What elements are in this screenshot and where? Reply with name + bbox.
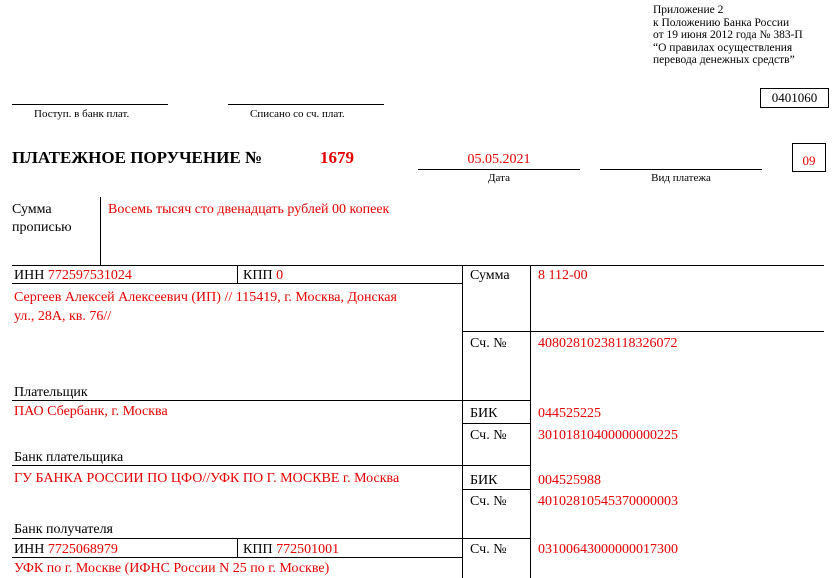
payer-amount: 8 112-00 bbox=[538, 268, 588, 283]
payer-kpp-field bbox=[243, 268, 283, 284]
date-label: Дата bbox=[488, 172, 510, 184]
debited-line bbox=[228, 104, 384, 105]
payer-kpp: 0 bbox=[276, 268, 284, 283]
appendix-line-4: “О правилах осуществления bbox=[653, 41, 793, 54]
payer-bank-bottom-line bbox=[12, 465, 530, 466]
recipient-bank-name: ГУ БАНКА РОССИИ ПО ЦФО//УФК ПО Г. МОСКВЕ г. Москва bbox=[14, 471, 400, 486]
payer-bank-account: 30101810400000000225 bbox=[538, 428, 678, 443]
appendix-line-2: к Положению Банка России bbox=[653, 16, 790, 29]
recipient-inn-field bbox=[14, 542, 118, 558]
recipient-kpp: 772501001 bbox=[276, 542, 340, 557]
payer-inn-kpp-divider bbox=[237, 265, 238, 283]
recipient-inn: 7725068979 bbox=[47, 542, 118, 557]
payment-type-line bbox=[600, 169, 762, 170]
document-title: ПЛАТЕЖНОЕ ПОРУЧЕНИЕ № bbox=[12, 148, 263, 167]
payment-type-label: Вид платежа bbox=[651, 172, 711, 184]
payer-inn: 772597531024 bbox=[47, 268, 132, 283]
recipient-bank-bik-label: БИК bbox=[470, 473, 498, 488]
payer-bank-name: ПАО Сбербанк, г. Москва bbox=[14, 404, 168, 419]
date-line bbox=[418, 169, 580, 170]
payer-inn-label: ИНН bbox=[14, 268, 45, 283]
appendix-line-1: Приложение 2 bbox=[653, 4, 724, 16]
recipient-bank-bik: 004525988 bbox=[538, 473, 601, 488]
payer-label: Плательщик bbox=[14, 385, 88, 400]
payer-bank-bik-line bbox=[462, 423, 530, 424]
status-code-box: 09 bbox=[792, 143, 826, 172]
recipient-account: 03100643000000017300 bbox=[538, 542, 678, 557]
document-number: 1679 bbox=[320, 148, 354, 167]
recipient-account-label: Сч. № bbox=[470, 542, 507, 557]
payer-account: 40802810238118326072 bbox=[538, 336, 678, 351]
recipient-inn-label: ИНН bbox=[14, 542, 45, 557]
recipient-name: УФК по г. Москве (ИФНС России N 25 по г. Москве) bbox=[14, 561, 330, 576]
debited-label: Списано со сч. плат. bbox=[250, 108, 345, 120]
payer-name-line-1: Сергеев Алексей Алексеевич (ИП) // 115419, г. Москва, Донская bbox=[14, 290, 397, 305]
recipient-bank-label: Банк получателя bbox=[14, 522, 113, 537]
payer-kpp-label: КПП bbox=[243, 268, 273, 283]
appendix-note bbox=[653, 4, 803, 67]
recipient-kpp-field bbox=[243, 542, 339, 558]
col-divider-values bbox=[530, 265, 531, 578]
recipient-bank-account-label: Сч. № bbox=[470, 494, 507, 509]
recipient-bank-account: 40102810545370000003 bbox=[538, 494, 678, 509]
form-code-box: 0401060 bbox=[760, 88, 829, 108]
received-line bbox=[12, 104, 168, 105]
recipient-bank-bik-line bbox=[462, 489, 530, 490]
payer-amount-label: Сумма bbox=[470, 268, 510, 283]
col-divider-main bbox=[462, 265, 463, 578]
amount-words-divider bbox=[100, 197, 101, 265]
payer-bottom-line bbox=[12, 400, 530, 401]
payer-name-line-2: ул., 28А, кв. 76// bbox=[14, 309, 112, 324]
received-label: Поступ. в банк плат. bbox=[34, 108, 130, 120]
amount-words: Восемь тысяч сто двенадцать рублей 00 копеек bbox=[108, 202, 390, 217]
recipient-bank-bottom-line bbox=[12, 538, 530, 539]
amount-bottom-line bbox=[462, 331, 824, 332]
appendix-line-5: перевода денежных средств” bbox=[653, 54, 795, 66]
appendix-line-3: от 19 июня 2012 года № 383-П bbox=[653, 29, 803, 41]
recipient-kpp-label: КПП bbox=[243, 542, 273, 557]
payer-bank-label: Банк плательщика bbox=[14, 450, 124, 465]
recipient-inn-line bbox=[12, 557, 462, 558]
amount-words-label-1: Сумма bbox=[12, 202, 52, 217]
document-date: 05.05.2021 bbox=[467, 152, 531, 167]
payer-inn-field bbox=[14, 268, 132, 284]
amount-words-label-2: прописью bbox=[12, 220, 72, 235]
payer-account-label: Сч. № bbox=[470, 336, 507, 351]
table-top-line bbox=[12, 265, 824, 266]
payer-bank-bik-label: БИК bbox=[470, 406, 498, 421]
recipient-inn-kpp-divider bbox=[237, 538, 238, 557]
payer-bank-account-label: Сч. № bbox=[470, 428, 507, 443]
payer-bank-bik: 044525225 bbox=[538, 406, 601, 421]
